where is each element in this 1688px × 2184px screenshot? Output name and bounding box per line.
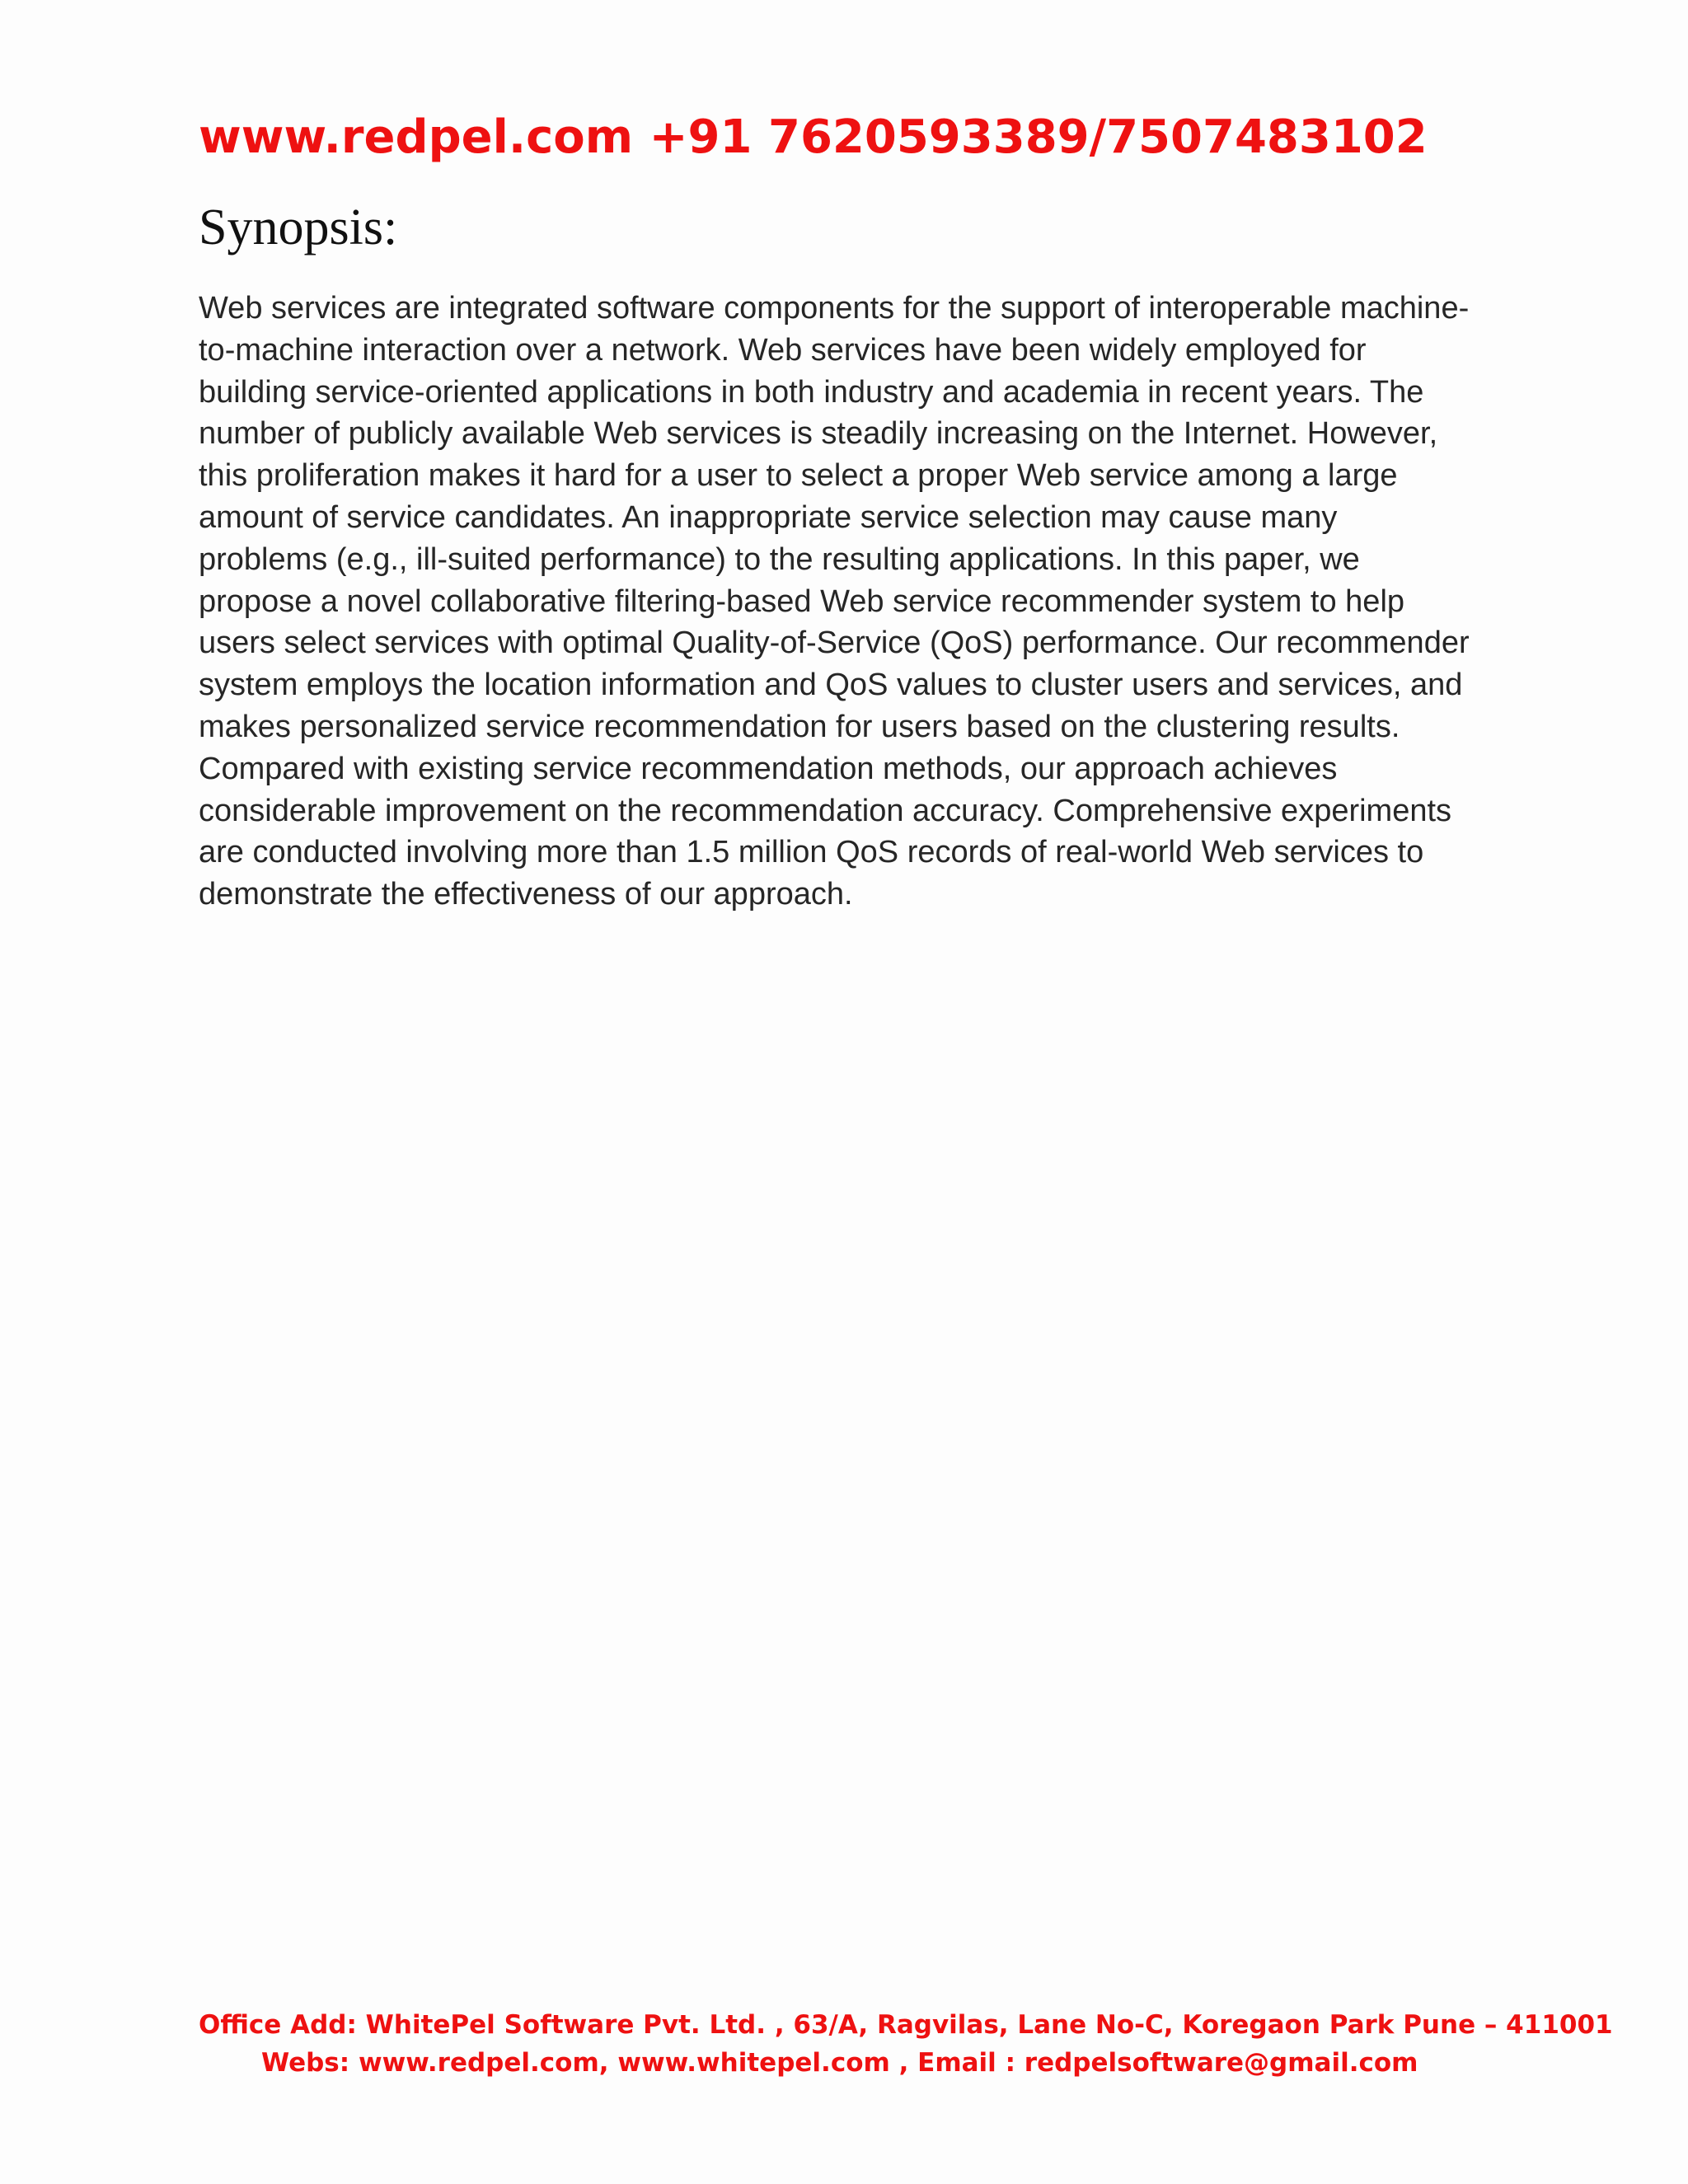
abstract-line: this proliferation makes it hard for a user to select a proper Web service among a large xyxy=(199,458,1398,494)
abstract-line: makes personalized service recommendation for users based on the clustering results. xyxy=(199,709,1400,744)
abstract-line: amount of service candidates. An inappropriate service selection may cause many xyxy=(199,499,1338,535)
abstract-line: propose a novel collaborative filtering-based Web service recommender system to help xyxy=(199,583,1405,619)
footer-office-address: Office Add: WhitePel Software Pvt. Ltd. , 63/A, Ragvilas, Lane No-C, Koregaon Park Pune – 411001 xyxy=(199,2010,1613,2040)
abstract-line: demonstrate the effectiveness of our approach. xyxy=(199,877,853,912)
abstract-line: number of publicly available Web services is steadily increasing on the Internet. However, xyxy=(199,416,1438,452)
abstract-line: Compared with existing service recommendation methods, our approach achieves xyxy=(199,751,1338,786)
header-contact-line: www.redpel.com +91 7620593389/7507483102 xyxy=(199,110,1428,164)
abstract-line: are conducted involving more than 1.5 million QoS records of real-world Web services to xyxy=(199,835,1424,870)
abstract-line: to-machine interaction over a network. Web services have been widely employed for xyxy=(199,332,1367,368)
footer-web-email: Webs: www.redpel.com, www.whitepel.com , Email : redpelsoftware@gmail.com xyxy=(261,2048,1418,2078)
abstract-line: users select services with optimal Quality-of-Service (QoS) performance. Our recommender xyxy=(199,626,1470,661)
section-title: Synopsis: xyxy=(199,199,398,255)
abstract-line: building service-oriented applications in both industry and academia in recent years. The xyxy=(199,374,1424,410)
page-footer xyxy=(199,2006,1613,2082)
abstract-paragraph xyxy=(199,288,1517,916)
abstract-line: considerable improvement on the recommendation accuracy. Comprehensive experiments xyxy=(199,793,1452,828)
abstract-line: system employs the location information and QoS values to cluster users and services, and xyxy=(199,668,1463,703)
abstract-line: problems (e.g., ill-suited performance) to the resulting applications. In this paper, we xyxy=(199,541,1360,577)
abstract-line: Web services are integrated software components for the support of interoperable machine- xyxy=(199,291,1470,326)
